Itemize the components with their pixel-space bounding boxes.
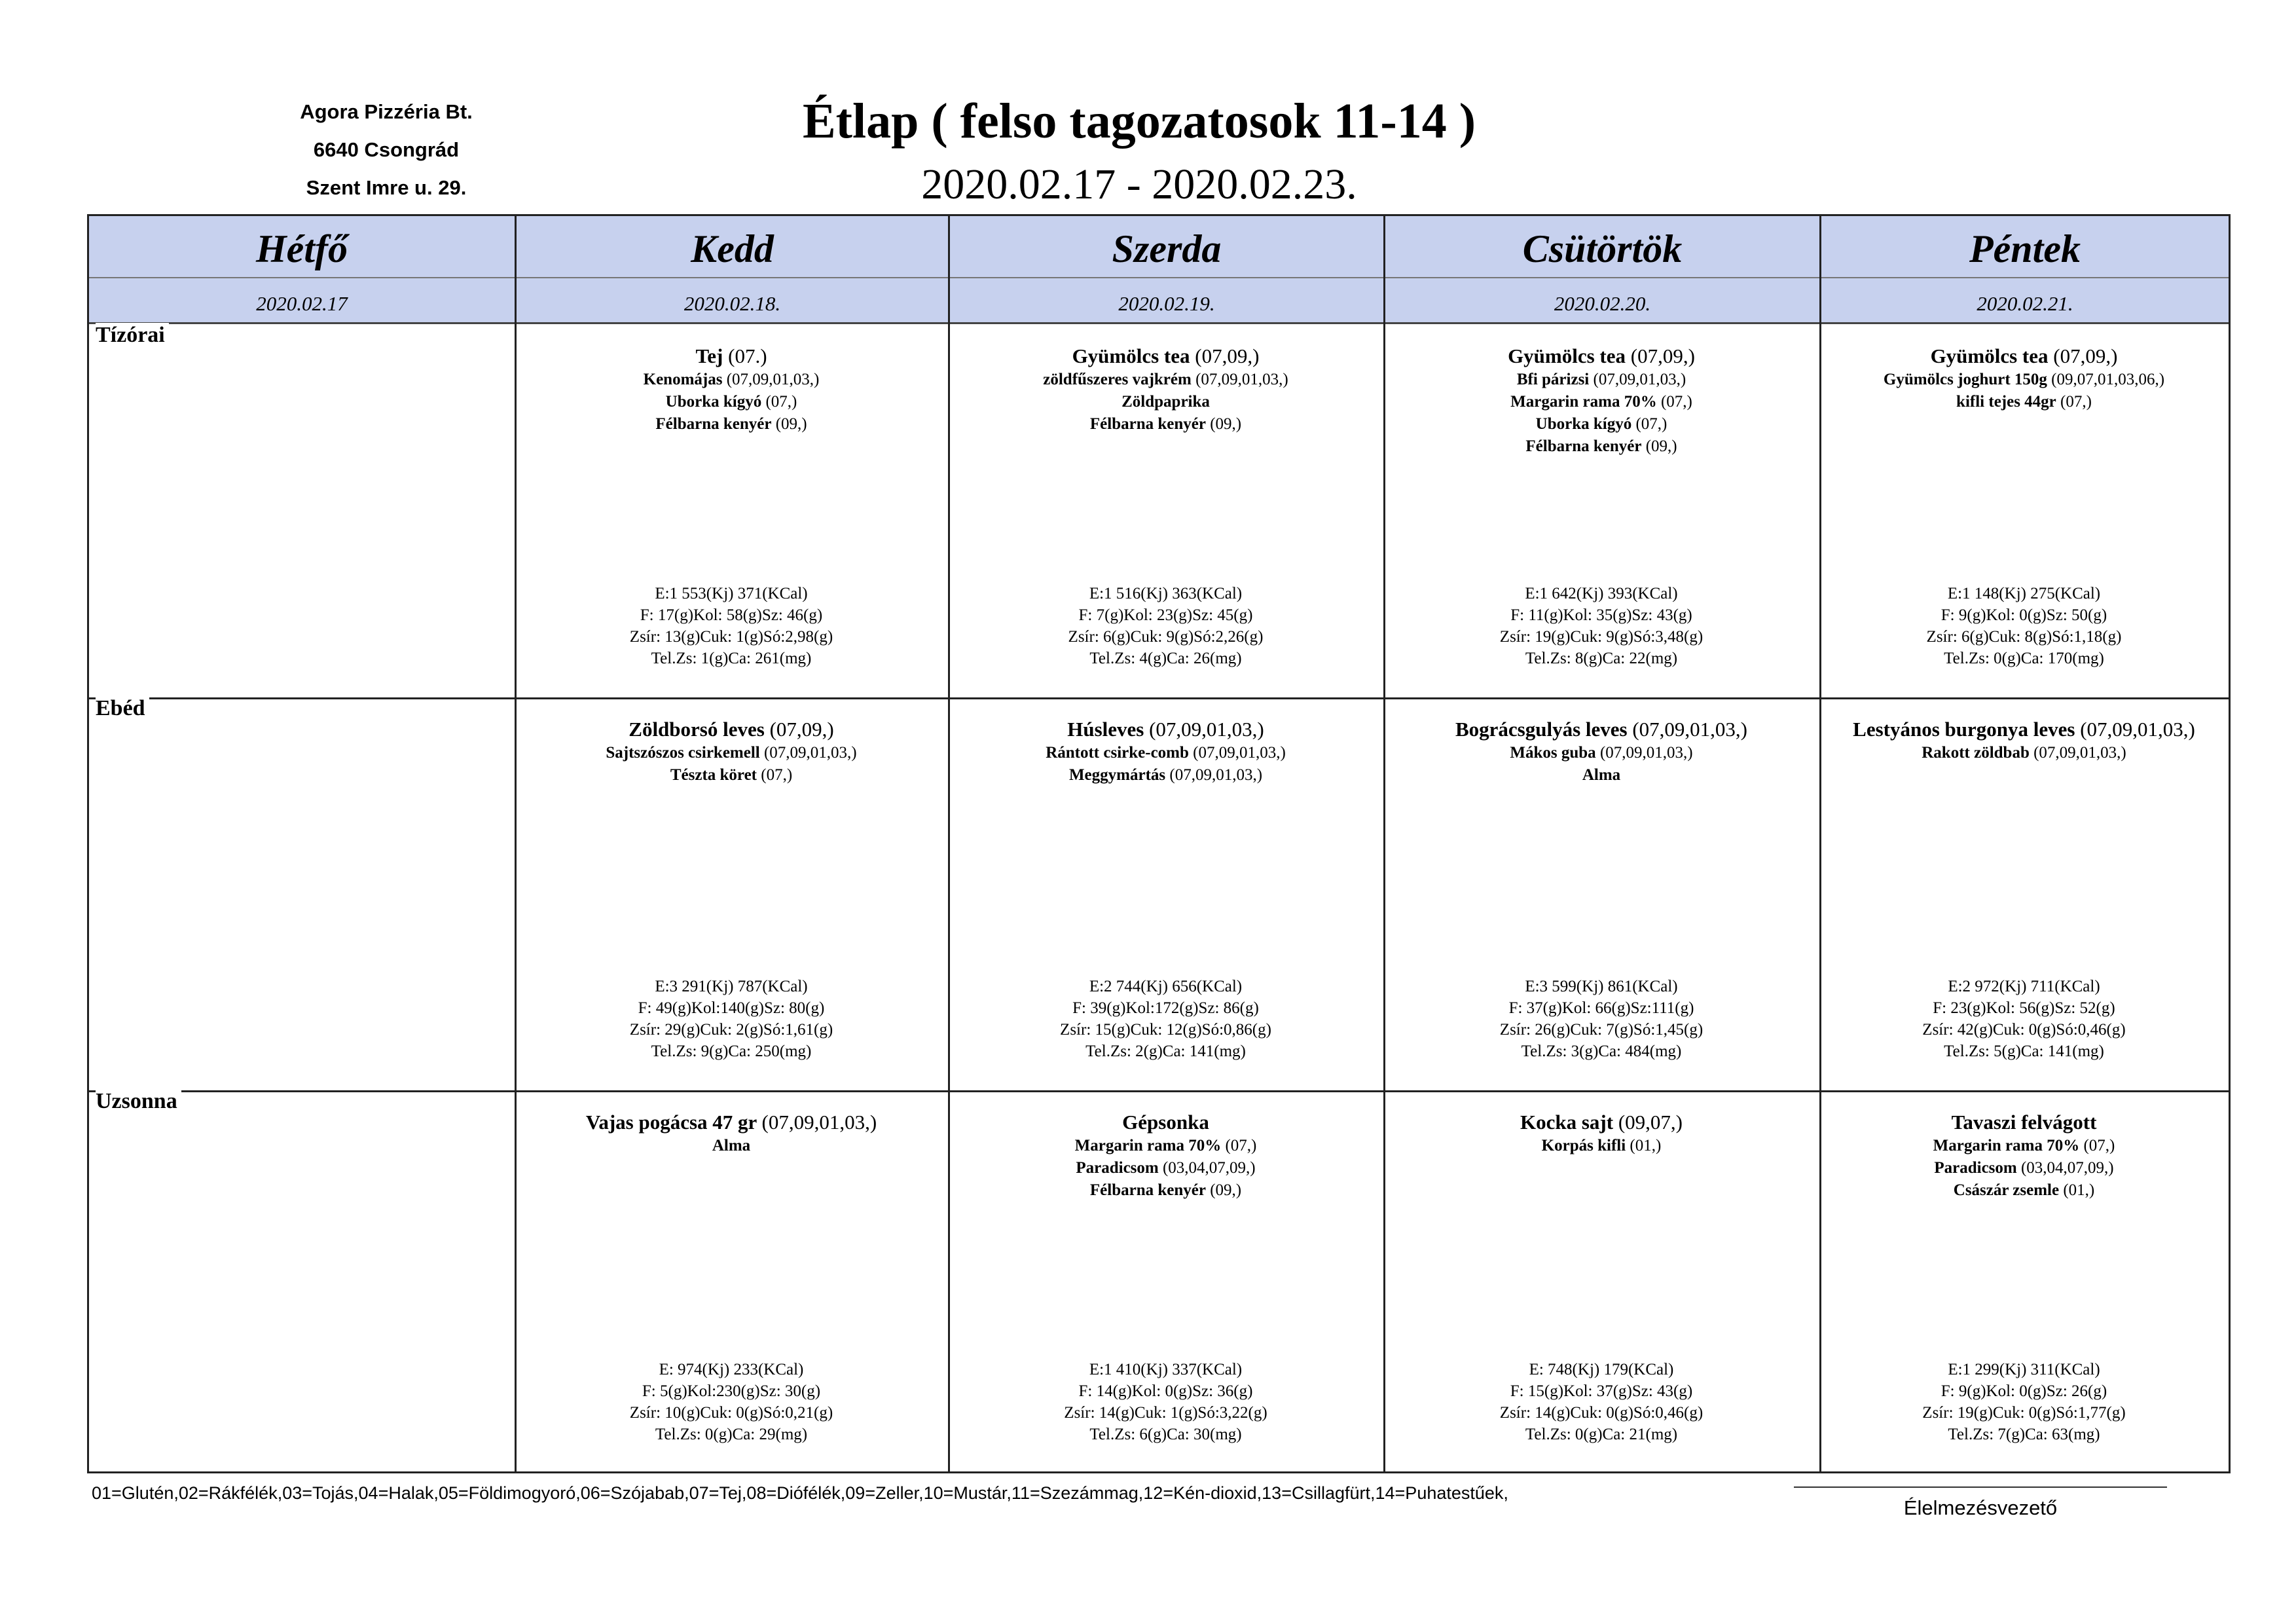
dish-name: Paradicsom	[1934, 1159, 2017, 1177]
allergen-codes: (03,04,07,09,)	[2020, 1159, 2114, 1177]
menu-item	[1823, 717, 2225, 742]
menu-item	[1823, 391, 2225, 413]
nutrition-line: F: 37(g)Kol: 66(g)Sz:111(g)	[1508, 999, 1694, 1017]
day-header	[1385, 216, 1819, 324]
nutrition-info	[519, 976, 944, 1062]
meal-label: Uzsonna	[96, 1089, 181, 1114]
menu-item	[1387, 413, 1815, 435]
menu-item	[952, 391, 1379, 413]
allergen-codes: (07,)	[1225, 1137, 1257, 1154]
menu-item	[952, 344, 1379, 369]
menu-item	[1387, 1135, 1815, 1157]
dish-name: Uborka kígyó	[1535, 415, 1632, 433]
menu-item	[519, 1135, 944, 1157]
nutrition-line: E:1 642(Kj) 393(KCal)	[1525, 585, 1678, 602]
dish-name: Rakott zöldbab	[1922, 744, 2030, 762]
allergen-codes: (07,09,01,03,)	[726, 371, 820, 388]
nutrition-line: Zsír: 42(g)Cuk: 0(g)Só:0,46(g)	[1922, 1021, 2126, 1039]
nutrition-line: E:1 148(Kj) 275(KCal)	[1947, 585, 2101, 602]
day-header	[89, 216, 515, 324]
allergen-codes: (07,)	[765, 393, 797, 411]
menu-item	[1387, 435, 1815, 458]
nutrition-line: Zsír: 19(g)Cuk: 0(g)Só:1,77(g)	[1922, 1404, 2126, 1422]
dish-name: Zöldborsó leves	[629, 718, 765, 741]
menu-item	[519, 413, 944, 435]
menu-items	[952, 717, 1379, 786]
column-divider	[515, 216, 517, 1471]
dish-name: Alma	[712, 1137, 751, 1154]
nutrition-info	[952, 976, 1379, 1062]
allergen-codes: (07,09,)	[1195, 344, 1260, 367]
nutrition-line: F: 14(g)Kol: 0(g)Sz: 36(g)	[1078, 1382, 1253, 1400]
dish-name: Margarin rama 70%	[1933, 1137, 2080, 1154]
dish-name: Gyümölcs tea	[1072, 344, 1190, 367]
dish-name: Félbarna kenyér	[655, 415, 772, 433]
menu-items	[952, 344, 1379, 435]
day-name: Kedd	[691, 227, 774, 270]
allergen-codes: (07,09,01,03,)	[1169, 766, 1263, 784]
menu-item	[952, 1135, 1379, 1157]
dish-name: Bográcsgulyás leves	[1455, 718, 1628, 741]
day-header	[950, 216, 1383, 324]
nutrition-line: Zsír: 13(g)Cuk: 1(g)Só:2,98(g)	[629, 628, 833, 646]
nutrition-info	[1823, 1359, 2225, 1445]
nutrition-line: F: 11(g)Kol: 35(g)Sz: 43(g)	[1510, 606, 1692, 624]
dish-name: Félbarna kenyér	[1089, 1181, 1206, 1199]
nutrition-line: Zsír: 10(g)Cuk: 0(g)Só:0,21(g)	[629, 1404, 833, 1422]
dish-name: Félbarna kenyér	[1525, 437, 1642, 455]
allergen-codes: (07,09,01,03,)	[2080, 718, 2195, 741]
allergen-codes: (01,)	[2063, 1181, 2095, 1199]
nutrition-line: F: 9(g)Kol: 0(g)Sz: 26(g)	[1941, 1382, 2107, 1400]
menu-item	[952, 1110, 1379, 1135]
dish-name: Bfi párizsi	[1516, 371, 1590, 388]
day-header	[517, 216, 948, 324]
nutrition-line: E:3 291(Kj) 787(KCal)	[655, 978, 808, 995]
day-header	[1821, 216, 2229, 324]
company-info	[236, 93, 537, 207]
allergen-codes: (07,09,01,03,)	[1149, 718, 1264, 741]
column-divider	[948, 216, 950, 1471]
row-divider	[89, 1090, 2229, 1092]
company-name: Agora Pizzéria Bt.	[300, 100, 473, 123]
menu-items	[1823, 717, 2225, 764]
menu-item	[1823, 344, 2225, 369]
nutrition-line: F: 39(g)Kol:172(g)Sz: 86(g)	[1072, 999, 1259, 1017]
day-name: Csütörtök	[1522, 227, 1683, 270]
header-separator	[950, 277, 1383, 278]
allergen-codes: (07,)	[2083, 1137, 2115, 1154]
menu-item	[519, 369, 944, 391]
menu-item	[1823, 1110, 2225, 1135]
menu-table	[87, 214, 2231, 1473]
dish-name: Korpás kifli	[1541, 1137, 1626, 1154]
dish-name: Tej	[695, 344, 723, 367]
dish-name: Gyümölcs tea	[1508, 344, 1626, 367]
allergen-codes: (07,09,01,03,)	[1193, 744, 1286, 762]
dish-name: Rántott csirke-comb	[1046, 744, 1189, 762]
dish-name: Margarin rama 70%	[1074, 1137, 1222, 1154]
nutrition-line: Tel.Zs: 1(g)Ca: 261(mg)	[651, 650, 812, 667]
allergen-codes: (07,09,01,03,)	[1593, 371, 1686, 388]
dish-name: Tészta köret	[670, 766, 757, 784]
allergen-codes: (07,)	[761, 766, 793, 784]
nutrition-line: Zsír: 26(g)Cuk: 7(g)Só:1,45(g)	[1499, 1021, 1704, 1039]
dish-name: Császár zsemle	[1953, 1181, 2060, 1199]
signature-label: Élelmezésvezető	[1903, 1496, 2058, 1519]
allergen-codes: (07,09,)	[2053, 344, 2118, 367]
allergen-codes: (01,)	[1630, 1137, 1662, 1154]
nutrition-line: E:1 553(Kj) 371(KCal)	[655, 585, 808, 602]
nutrition-line: E: 748(Kj) 179(KCal)	[1529, 1361, 1674, 1378]
nutrition-info	[519, 583, 944, 669]
nutrition-line: Zsír: 19(g)Cuk: 9(g)Só:3,48(g)	[1499, 628, 1704, 646]
nutrition-line: Zsír: 14(g)Cuk: 1(g)Só:3,22(g)	[1064, 1404, 1267, 1422]
menu-item	[952, 1157, 1379, 1179]
menu-item	[1823, 742, 2225, 764]
nutrition-line: E:1 516(Kj) 363(KCal)	[1089, 585, 1243, 602]
menu-items	[1387, 344, 1815, 458]
nutrition-line: Tel.Zs: 8(g)Ca: 22(mg)	[1525, 650, 1678, 667]
allergen-codes: (07,09,01,03,)	[763, 744, 857, 762]
allergen-codes: (07,09,01,03,)	[1632, 718, 1748, 741]
dish-name: Zöldpaprika	[1121, 393, 1210, 411]
allergen-codes: (07,09,)	[769, 718, 834, 741]
menu-item	[1823, 369, 2225, 391]
date-range: 2020.02.17 - 2020.02.23.	[921, 160, 1357, 208]
nutrition-info	[1823, 976, 2225, 1062]
nutrition-line: Zsír: 6(g)Cuk: 9(g)Só:2,26(g)	[1068, 628, 1264, 646]
nutrition-line: E:3 599(Kj) 861(KCal)	[1525, 978, 1678, 995]
menu-item	[952, 413, 1379, 435]
allergen-codes: (09,07,01,03,06,)	[2051, 371, 2165, 388]
nutrition-line: Tel.Zs: 7(g)Ca: 63(mg)	[1948, 1426, 2100, 1443]
header-separator	[89, 277, 515, 278]
menu-items	[519, 717, 944, 786]
allergen-codes: (09,)	[775, 415, 807, 433]
header-separator	[1385, 277, 1819, 278]
nutrition-line: Tel.Zs: 4(g)Ca: 26(mg)	[1089, 650, 1242, 667]
menu-item	[1387, 391, 1815, 413]
dish-name: Vajas pogácsa 47 gr	[585, 1111, 757, 1134]
allergen-codes: (07,09,01,03,)	[761, 1111, 877, 1134]
nutrition-info	[1387, 1359, 1815, 1445]
menu-item	[1823, 1135, 2225, 1157]
nutrition-line: F: 17(g)Kol: 58(g)Sz: 46(g)	[640, 606, 823, 624]
nutrition-line: Tel.Zs: 0(g)Ca: 21(mg)	[1525, 1426, 1678, 1443]
day-date: 2020.02.20.	[1554, 292, 1651, 315]
nutrition-line: Tel.Zs: 0(g)Ca: 170(mg)	[1944, 650, 2104, 667]
nutrition-line: F: 5(g)Kol:230(g)Sz: 30(g)	[642, 1382, 821, 1400]
day-date: 2020.02.21.	[1977, 292, 2073, 315]
nutrition-line: F: 15(g)Kol: 37(g)Sz: 43(g)	[1510, 1382, 1693, 1400]
nutrition-line: Zsír: 29(g)Cuk: 2(g)Só:1,61(g)	[629, 1021, 833, 1039]
menu-items	[1387, 1110, 1815, 1157]
nutrition-info	[952, 583, 1379, 669]
day-date: 2020.02.19.	[1118, 292, 1215, 315]
menu-item	[1823, 1179, 2225, 1202]
nutrition-line: E:2 744(Kj) 656(KCal)	[1089, 978, 1243, 995]
allergen-codes: (09,)	[1210, 1181, 1242, 1199]
dish-name: Alma	[1582, 766, 1621, 784]
signature-line	[1794, 1486, 2167, 1488]
day-date: 2020.02.17	[256, 292, 348, 315]
nutrition-line: Tel.Zs: 9(g)Ca: 250(mg)	[651, 1043, 812, 1060]
menu-item	[519, 391, 944, 413]
menu-item	[952, 369, 1379, 391]
allergen-codes: (07,)	[2060, 393, 2092, 411]
dish-name: Margarin rama 70%	[1510, 393, 1657, 411]
day-name: Hétfő	[256, 227, 348, 270]
menu-item	[952, 764, 1379, 786]
nutrition-line: E:2 972(Kj) 711(KCal)	[1948, 978, 2100, 995]
dish-name: Kenomájas	[643, 371, 723, 388]
nutrition-line: Tel.Zs: 5(g)Ca: 141(mg)	[1944, 1043, 2104, 1060]
header-separator	[517, 277, 948, 278]
allergen-codes: (09,)	[1210, 415, 1242, 433]
menu-item	[1387, 344, 1815, 369]
allergen-codes: (07,09,01,03,)	[1195, 371, 1288, 388]
company-city: 6640 Csongrád	[313, 138, 460, 161]
nutrition-line: Zsír: 14(g)Cuk: 0(g)Só:0,46(g)	[1499, 1404, 1704, 1422]
dish-name: Gépsonka	[1122, 1111, 1209, 1134]
allergen-codes: (07.)	[728, 344, 767, 367]
menu-item	[519, 1110, 944, 1135]
dish-name: Uborka kígyó	[665, 393, 762, 411]
menu-item	[1823, 1157, 2225, 1179]
menu-item	[519, 742, 944, 764]
menu-items	[1823, 344, 2225, 413]
nutrition-info	[519, 1359, 944, 1445]
allergen-codes: (07,09,)	[1630, 344, 1695, 367]
nutrition-line: F: 9(g)Kol: 0(g)Sz: 50(g)	[1941, 606, 2107, 624]
nutrition-info	[952, 1359, 1379, 1445]
nutrition-line: Zsír: 6(g)Cuk: 8(g)Só:1,18(g)	[1926, 628, 2122, 646]
dish-name: Húsleves	[1067, 718, 1144, 741]
dish-name: Kocka sajt	[1520, 1111, 1614, 1134]
nutrition-line: Tel.Zs: 0(g)Ca: 29(mg)	[655, 1426, 808, 1443]
column-divider	[1383, 216, 1385, 1471]
dish-name: Lestyános burgonya leves	[1853, 718, 2075, 741]
menu-item	[1387, 742, 1815, 764]
day-name: Péntek	[1969, 227, 2081, 270]
menu-items	[952, 1110, 1379, 1202]
allergen-codes: (07,09,01,03,)	[2033, 744, 2126, 762]
allergen-codes: (09,07,)	[1618, 1111, 1683, 1134]
header-separator	[1821, 277, 2229, 278]
nutrition-info	[1823, 583, 2225, 669]
meal-label: Ebéd	[96, 696, 149, 721]
menu-item	[1387, 764, 1815, 786]
nutrition-line: E: 974(Kj) 233(KCal)	[659, 1361, 804, 1378]
menu-item	[519, 764, 944, 786]
day-date: 2020.02.18.	[683, 292, 781, 315]
dish-name: zöldfűszeres vajkrém	[1043, 371, 1192, 388]
menu-item	[519, 344, 944, 369]
dish-name: Gyümölcs joghurt 150g	[1883, 371, 2047, 388]
nutrition-line: Tel.Zs: 6(g)Ca: 30(mg)	[1089, 1426, 1242, 1443]
nutrition-info	[1387, 976, 1815, 1062]
menu-item	[952, 717, 1379, 742]
menu-items	[519, 1110, 944, 1157]
nutrition-line: F: 23(g)Kol: 56(g)Sz: 52(g)	[1933, 999, 2115, 1017]
nutrition-line: F: 7(g)Kol: 23(g)Sz: 45(g)	[1078, 606, 1253, 624]
dish-name: Gyümölcs tea	[1930, 344, 2049, 367]
dish-name: Meggymártás	[1068, 766, 1166, 784]
dish-name: Tavaszi felvágott	[1951, 1111, 2097, 1134]
allergen-legend: 01=Glutén,02=Rákfélék,03=Tojás,04=Halak,05=Földimogyoró,06=Szójabab,07=Tej,08=Diófélék,09=Zeller,10=Mustár,11=Szezámmag,12=Kén-dioxid,13=Csillagfürt,14=Puhatestűek,	[92, 1483, 1508, 1503]
menu-item	[952, 1179, 1379, 1202]
allergen-codes: (03,04,07,09,)	[1162, 1159, 1256, 1177]
nutrition-line: Tel.Zs: 2(g)Ca: 141(mg)	[1085, 1043, 1246, 1060]
nutrition-line: E:1 299(Kj) 311(KCal)	[1948, 1361, 2100, 1378]
dish-name: Mákos guba	[1510, 744, 1596, 762]
menu-item	[1387, 369, 1815, 391]
dish-name: Sajtszószos csirkemell	[606, 744, 760, 762]
column-divider	[1819, 216, 1821, 1471]
menu-item	[1387, 717, 1815, 742]
row-divider	[89, 697, 2229, 699]
nutrition-line: Zsír: 15(g)Cuk: 12(g)Só:0,86(g)	[1060, 1021, 1271, 1039]
meal-label: Tízórai	[96, 323, 169, 348]
allergen-codes: (09,)	[1645, 437, 1677, 455]
nutrition-line: E:1 410(Kj) 337(KCal)	[1089, 1361, 1243, 1378]
menu-item	[952, 742, 1379, 764]
allergen-codes: (07,)	[1660, 393, 1692, 411]
allergen-codes: (07,)	[1635, 415, 1667, 433]
nutrition-info	[1387, 583, 1815, 669]
menu-item	[1387, 1110, 1815, 1135]
menu-items	[519, 344, 944, 435]
dish-name: Paradicsom	[1076, 1159, 1159, 1177]
menu-item	[519, 717, 944, 742]
allergen-codes: (07,09,01,03,)	[1599, 744, 1693, 762]
day-name: Szerda	[1112, 227, 1222, 270]
dish-name: kifli tejes 44gr	[1956, 393, 2056, 411]
company-street: Szent Imre u. 29.	[306, 176, 467, 199]
nutrition-line: F: 49(g)Kol:140(g)Sz: 80(g)	[638, 999, 825, 1017]
menu-items	[1387, 717, 1815, 786]
menu-items	[1823, 1110, 2225, 1202]
nutrition-line: Tel.Zs: 3(g)Ca: 484(mg)	[1521, 1043, 1682, 1060]
page-title: Étlap ( felso tagozatosok 11-14 )	[802, 94, 1476, 149]
dish-name: Félbarna kenyér	[1089, 415, 1206, 433]
